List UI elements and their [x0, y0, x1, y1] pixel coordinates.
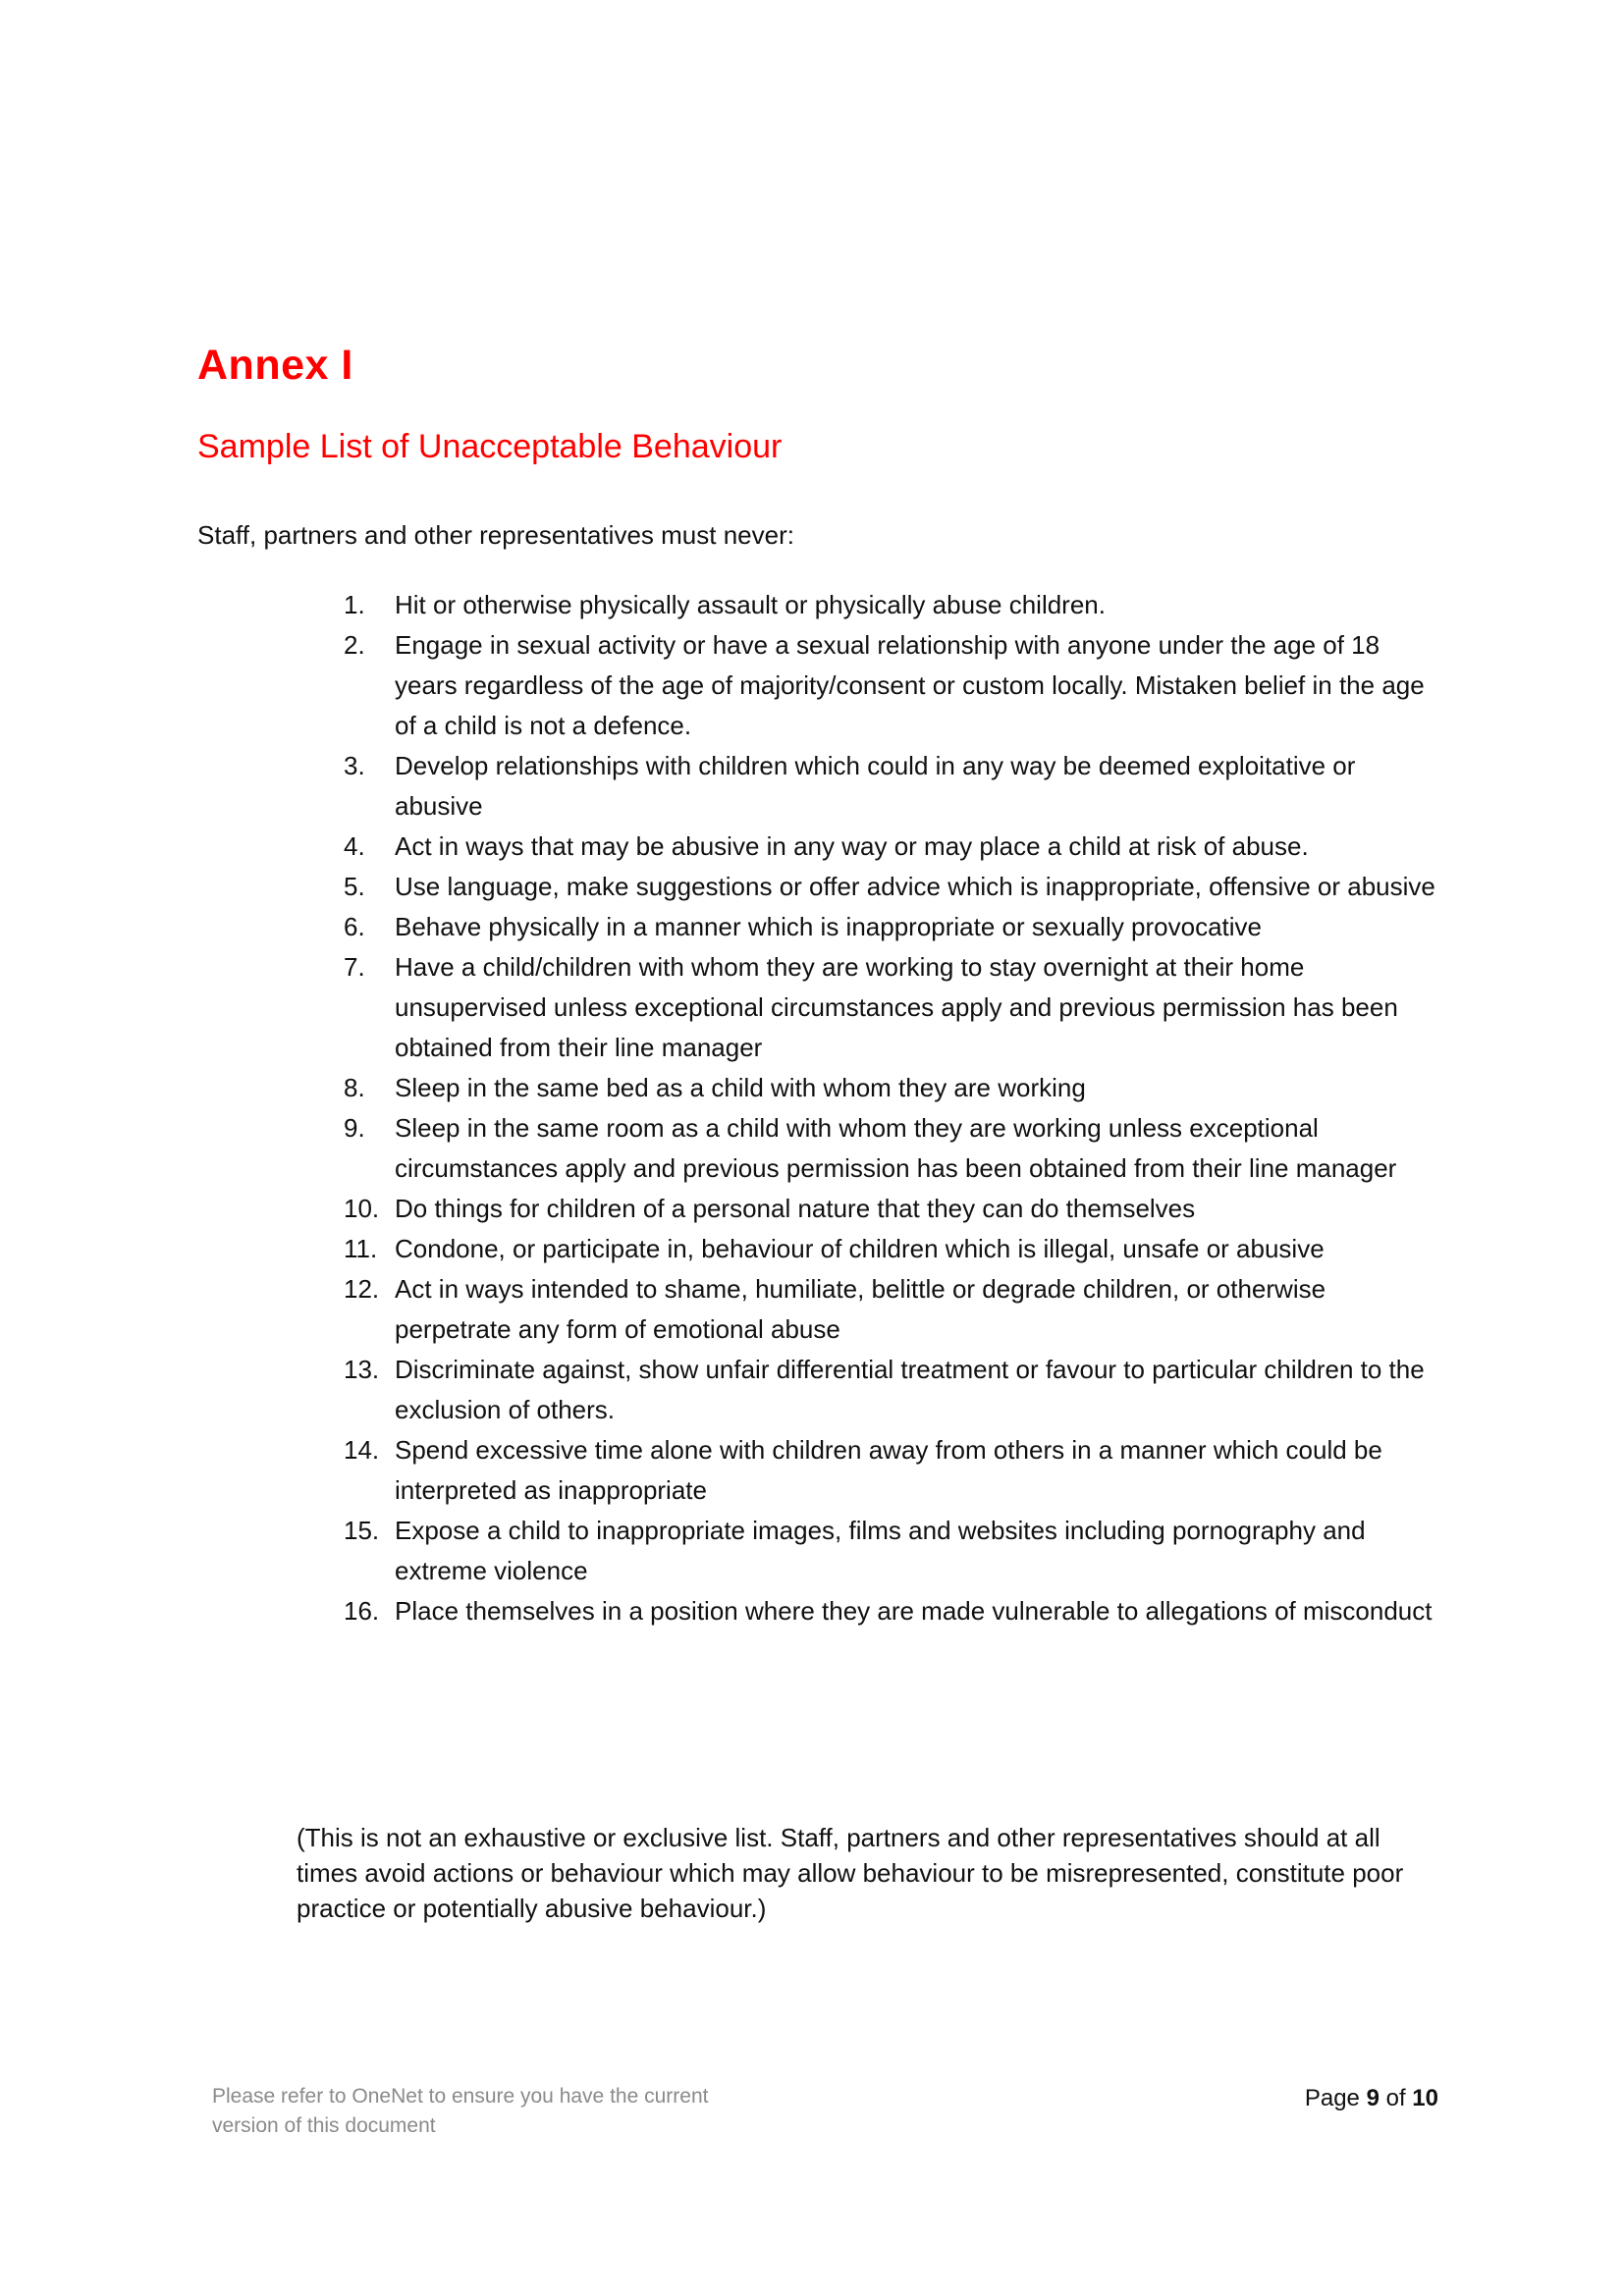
item-number: 5.: [344, 872, 365, 901]
list-item: [344, 1350, 1443, 1430]
annex-subtitle: Sample List of Unacceptable Behaviour: [197, 428, 783, 465]
item-text: Sleep in the same bed as a child with whom they are working: [395, 1073, 1086, 1102]
list-item: [344, 585, 1443, 625]
item-text: Do things for children of a personal nature that they can do themselves: [395, 1194, 1196, 1223]
item-number: 9.: [344, 1113, 365, 1143]
item-number: 7.: [344, 952, 365, 982]
item-text: Behave physically in a manner which is inappropriate or sexually provocative: [395, 912, 1263, 941]
footer-notice-line: version of this document: [212, 2114, 436, 2137]
item-number: 16.: [344, 1596, 380, 1626]
item-number: 15.: [344, 1516, 380, 1545]
item-text: Discriminate against, show unfair differential treatment or favour to particular children to the exclusion of others.: [395, 1355, 1425, 1424]
list-item: [344, 1511, 1443, 1591]
item-number: 3.: [344, 751, 365, 780]
page-total: 10: [1412, 2085, 1438, 2111]
item-number: 8.: [344, 1073, 365, 1102]
list-item: [344, 1591, 1443, 1631]
page-word: Page: [1304, 2085, 1360, 2111]
footer-notice: [212, 2082, 821, 2141]
item-number: 12.: [344, 1274, 380, 1304]
item-text: Act in ways that may be abusive in any way or may place a child at risk of abuse.: [395, 831, 1309, 861]
item-text: Expose a child to inappropriate images, films and websites including pornography and extreme violence: [395, 1516, 1366, 1585]
item-number: 6.: [344, 912, 365, 941]
list-item: [344, 1430, 1443, 1511]
page-current: 9: [1366, 2085, 1380, 2111]
list-item: [344, 746, 1443, 827]
item-number: 13.: [344, 1355, 380, 1384]
item-text: Sleep in the same room as a child with whom they are working unless exceptional circumstances apply and previous permission has been obtained from their line manager: [395, 1113, 1397, 1183]
item-number: 14.: [344, 1435, 380, 1465]
item-number: 4.: [344, 831, 365, 861]
list-item: [344, 907, 1443, 947]
disclaimer-note: (This is not an exhaustive or exclusive list. Staff, partners and other representatives should at all times avoid actions or behaviour which may allow behaviour to be misrepresented, constitute poor practice or potentially abusive behaviour.): [297, 1823, 1404, 1923]
item-number: 2.: [344, 630, 365, 660]
item-text: Spend excessive time alone with children away from others in a manner which could be interpreted as inappropriate: [395, 1435, 1382, 1505]
item-number: 1.: [344, 590, 365, 619]
page-number: [1305, 2085, 1438, 2112]
intro-text: Staff, partners and other representatives must never:: [197, 520, 794, 550]
list-item: [344, 1108, 1443, 1189]
list-item: [344, 1068, 1443, 1108]
list-item: [344, 625, 1443, 746]
list-item: [344, 947, 1443, 1068]
behaviour-list: [344, 585, 1443, 1631]
list-item: [344, 1229, 1443, 1269]
item-text: Develop relationships with children which could in any way be deemed exploitative or abusive: [395, 751, 1356, 821]
list-item: [344, 827, 1443, 867]
footer-notice-line: Please refer to OneNet to ensure you have the current: [212, 2085, 709, 2108]
item-text: Act in ways intended to shame, humiliate, belittle or degrade children, or otherwise perpetrate any form of emotional abuse: [395, 1274, 1326, 1344]
item-text: Use language, make suggestions or offer advice which is inappropriate, offensive or abusive: [395, 872, 1435, 901]
item-text: Hit or otherwise physically assault or physically abuse children.: [395, 590, 1106, 619]
list-item: [344, 1269, 1443, 1350]
item-number: 11.: [344, 1234, 378, 1263]
of-word: of: [1385, 2085, 1406, 2111]
list-item: [344, 1189, 1443, 1229]
item-text: Place themselves in a position where they are made vulnerable to allegations of misconduct: [395, 1596, 1433, 1626]
item-text: Have a child/children with whom they are working to stay overnight at their home unsupervised unless exceptional circumstances apply and previous permission has been obtained from their line manager: [395, 952, 1398, 1062]
item-number: 10.: [344, 1194, 380, 1223]
item-text: Condone, or participate in, behaviour of children which is illegal, unsafe or abusive: [395, 1234, 1325, 1263]
annex-title: Annex I: [197, 342, 353, 389]
item-text: Engage in sexual activity or have a sexual relationship with anyone under the age of 18 years regardless of the age of majority/consent or custom locally. Mistaken belief in the age of a child is not a defence.: [395, 630, 1425, 740]
list-item: [344, 867, 1443, 907]
